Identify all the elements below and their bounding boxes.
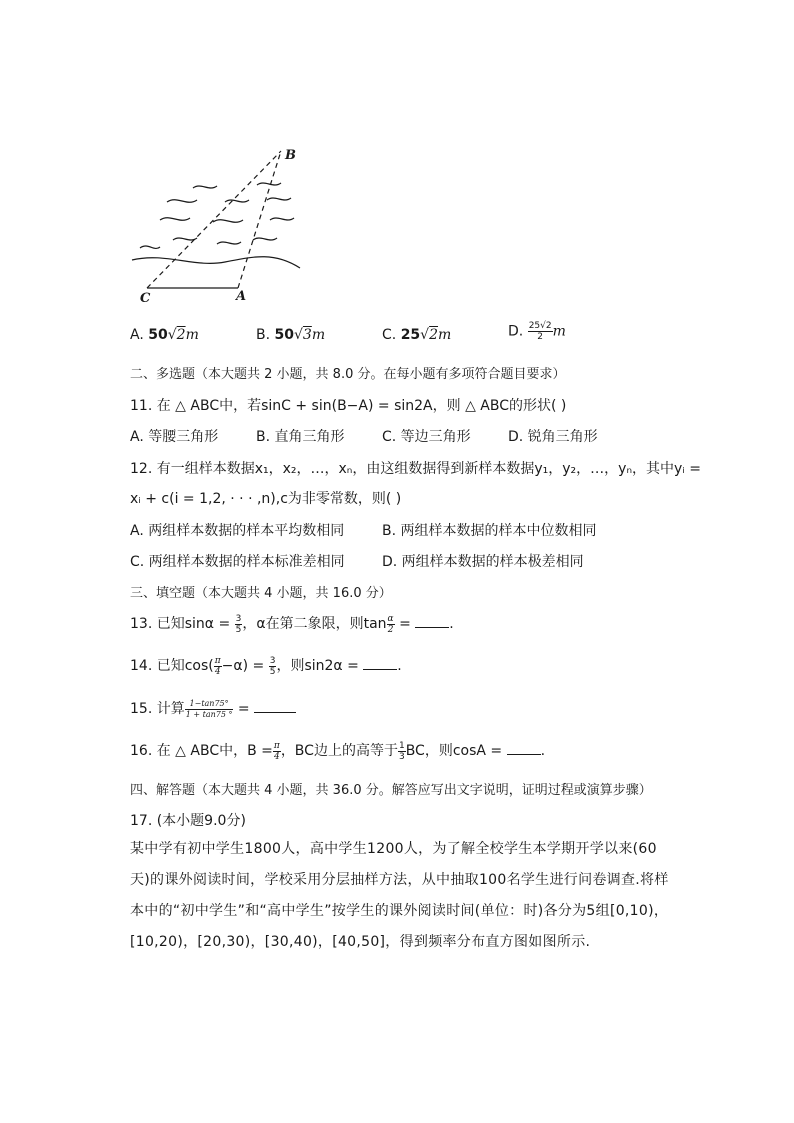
q12-option-b: B. 两组样本数据的样本中位数相同: [382, 523, 597, 539]
wave-1: [193, 186, 217, 188]
wave-9: [173, 238, 197, 240]
wave-12: [140, 246, 160, 248]
q12-stem-line1: 12. 有一组样本数据x₁，x₂，…，xₙ，由这组数据得到新样本数据y₁，y₂，…，yₙ，其中yᵢ =: [130, 461, 701, 477]
wave-7: [213, 220, 243, 223]
section3-heading: 三、填空题（本大题共 4 小题，共 16.0 分）: [130, 586, 392, 601]
q14: 14. 已知cos( $\frac{\pi}{4}$ −α) = $\frac{3}{5}$ ，则sin2α = .: [130, 655, 402, 677]
q12-option-c: C. 两组样本数据的样本标准差相同: [130, 554, 345, 570]
line-cb: [147, 151, 281, 288]
q11-option-a: A. 等腰三角形: [130, 429, 219, 445]
q11-option-b: B. 直角三角形: [256, 429, 345, 445]
q10-option-b: B. 50√3m: [256, 327, 326, 343]
wave-11: [253, 238, 277, 240]
wave-2: [257, 183, 281, 185]
wave-6: [160, 218, 190, 221]
q10-option-a: A. 50√2m: [130, 327, 199, 343]
wave-3: [167, 200, 197, 203]
label-b: B: [285, 148, 296, 163]
q13: 13. 已知sinα = $\frac{3}{5}$ ，α在第二象限，则tan $\frac{\alpha}{2}$ = .: [130, 613, 454, 635]
label-a: A: [236, 289, 247, 304]
q15-answer-blank: [254, 700, 296, 713]
q10-option-d: D. $\frac{25√2}{2}$ m: [508, 321, 566, 342]
line-ab: [238, 151, 281, 288]
shore-line: [132, 257, 300, 268]
wave-5: [267, 198, 291, 200]
q10-option-c: C. 25√2m: [382, 327, 452, 343]
wave-4: [225, 200, 249, 202]
wave-10: [217, 242, 241, 244]
q11-option-c: C. 等边三角形: [382, 429, 471, 445]
q17-header: 17. (本小题9.0分): [130, 813, 246, 829]
q17-body: 某中学有初中学生1800人，高中学生1200人，为了解全校学生本学期开学以来(60天)的课外阅读时间，学校采用分层抽样方法，从中抽取100名学生进行问卷调查.将样本中的“初中学生”和“高中学生”按学生的课外阅读时间(单位：时)各分为5组[0,10)，[10,20)，[20,30)，[30,40)，[40,50]，得到频率分布直方图如图所示.: [130, 841, 669, 950]
river-width-figure: [125, 140, 325, 310]
q13-answer-blank: [415, 615, 449, 628]
label-c: C: [140, 291, 151, 306]
q16: 16. 在 △ ABC中，B = $\frac{\pi}{4}$ ，BC边上的高等于 $\frac{1}{3}$ BC，则cosA = .: [130, 740, 546, 762]
q15: 15. 计算 $\frac{1-\tan 75^\circ}{1 + \tan 75 ^\circ}$ =: [130, 698, 296, 720]
q12-stem-line2: xᵢ + c(i = 1,2, · · · ,n),c为非零常数，则( ): [130, 491, 402, 507]
q12-option-a: A. 两组样本数据的样本平均数相同: [130, 523, 345, 539]
section2-heading: 二、多选题（本大题共 2 小题，共 8.0 分。在每小题有多项符合题目要求）: [130, 367, 566, 382]
q12-option-d: D. 两组样本数据的样本极差相同: [382, 554, 584, 570]
q14-answer-blank: [363, 657, 397, 670]
q16-answer-blank: [507, 742, 541, 755]
wave-8: [270, 218, 294, 220]
q11-option-d: D. 锐角三角形: [508, 429, 598, 445]
section4-heading: 四、解答题（本大题共 4 小题，共 36.0 分。解答应写出文字说明，证明过程或演算步骤）: [130, 783, 652, 798]
q11-stem: 11. 在 △ ABC中，若sinC + sin(B−A) = sin2A，则 △ ABC的形状( ): [130, 398, 567, 414]
